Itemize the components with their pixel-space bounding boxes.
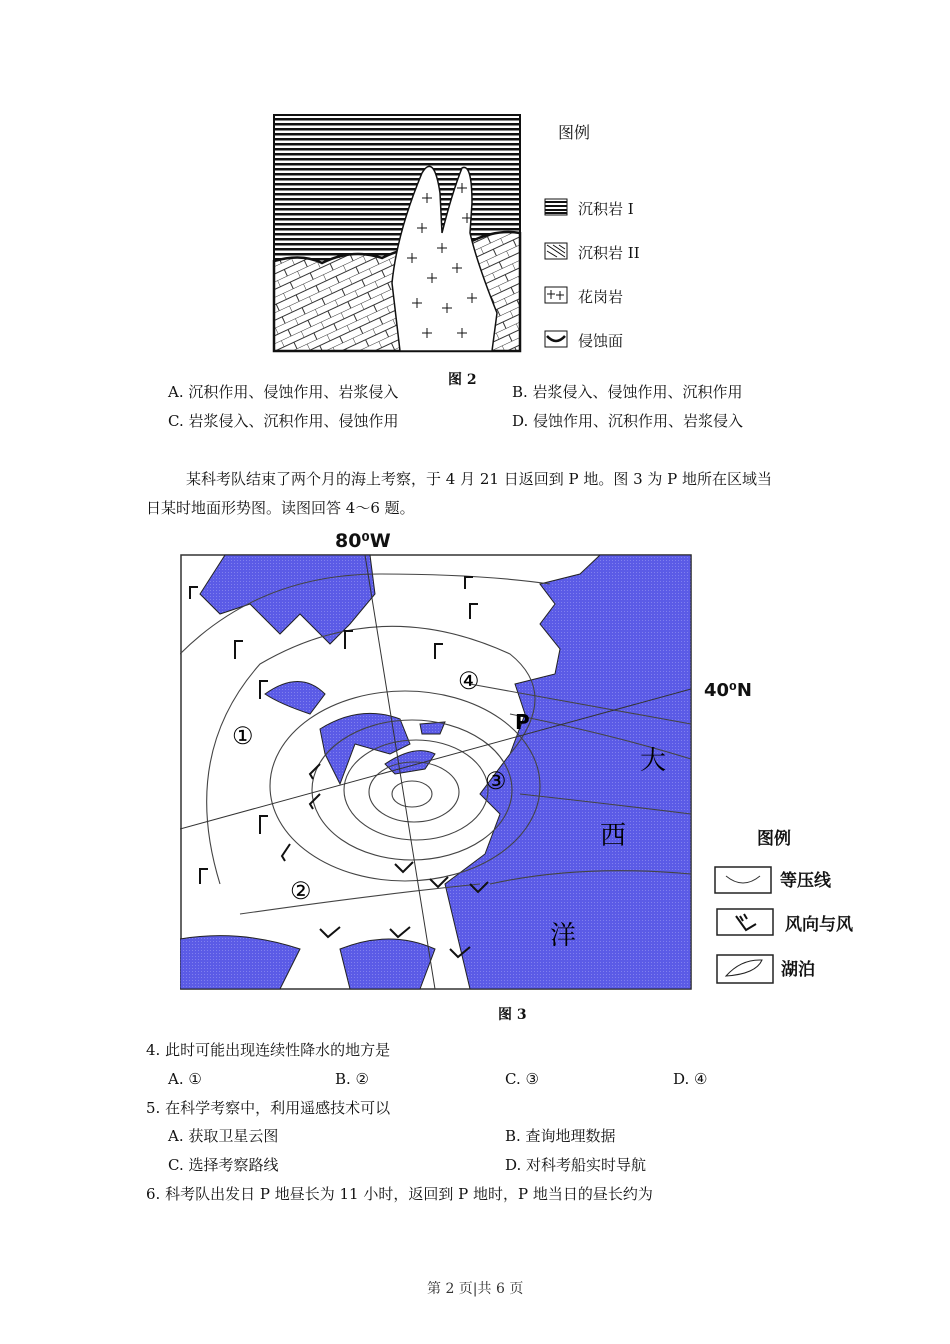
point-p-label: P bbox=[515, 710, 530, 734]
ocean-char: 大 bbox=[640, 746, 667, 776]
question-4-option-b: B. ② bbox=[335, 1070, 370, 1088]
legend-label: 等压线 bbox=[780, 871, 831, 891]
legend-label: 侵蚀面 bbox=[578, 332, 624, 350]
option-a: A. 沉积作用、侵蚀作用、岩浆侵入 bbox=[168, 383, 399, 401]
intro-line-2: 日某时地面形势图。读图回答 4～6 题。 bbox=[146, 499, 415, 517]
legend-label: 花岗岩 bbox=[578, 288, 624, 306]
lake bbox=[180, 936, 300, 989]
figure-2-rock-diagram bbox=[272, 113, 524, 355]
figure-3-caption: 图 3 bbox=[498, 1007, 527, 1023]
legend-label: 沉积岩 II bbox=[578, 244, 640, 262]
question-4-stem: 4. 此时可能出现连续性降水的地方是 bbox=[146, 1041, 391, 1059]
meridian-label: 80⁰W bbox=[335, 530, 391, 552]
legend-erosion-surface-icon bbox=[544, 330, 568, 348]
figure-2-legend-title: 图例 bbox=[558, 123, 591, 142]
ocean-char: 洋 bbox=[550, 921, 577, 951]
question-5-option-a: A. 获取卫星云图 bbox=[168, 1127, 279, 1145]
question-4-option-d: D. ④ bbox=[673, 1070, 708, 1088]
legend-sedimentary-1-icon bbox=[544, 198, 568, 216]
question-5-option-d: D. 对科考船实时导航 bbox=[505, 1156, 647, 1174]
marker-3: ③ bbox=[485, 767, 507, 795]
legend-label: 沉积岩 I bbox=[578, 200, 634, 218]
figure-3-legend-title: 图例 bbox=[757, 829, 791, 849]
question-4-option-a: A. ① bbox=[168, 1070, 202, 1088]
marker-4: ④ bbox=[458, 667, 480, 695]
legend-label: 风向与风 bbox=[785, 915, 853, 935]
legend-wind-icon bbox=[716, 908, 774, 936]
figure-2-caption: 图 2 bbox=[448, 372, 477, 388]
intro-line-1: 某科考队结束了两个月的海上考察，于 4 月 21 日返回到 P 地。图 3 为 P 地所在区域当 bbox=[186, 470, 773, 488]
lake bbox=[420, 722, 445, 734]
marker-2: ② bbox=[290, 877, 312, 905]
legend-label: 湖泊 bbox=[781, 960, 815, 980]
question-6-stem: 6. 科考队出发日 P 地昼长为 11 小时，返回到 P 地时，P 地当日的昼长约为 bbox=[146, 1185, 653, 1203]
parallel-label: 40⁰N bbox=[704, 680, 752, 701]
option-c: C. 岩浆侵入、沉积作用、侵蚀作用 bbox=[168, 412, 399, 430]
legend-isobar-icon bbox=[714, 866, 772, 894]
legend-granite-icon bbox=[544, 286, 568, 304]
marker-1: ① bbox=[232, 722, 254, 750]
question-5-option-c: C. 选择考察路线 bbox=[168, 1156, 279, 1174]
option-b: B. 岩浆侵入、侵蚀作用、沉积作用 bbox=[512, 383, 743, 401]
question-4-option-c: C. ③ bbox=[505, 1070, 539, 1088]
legend-sedimentary-2-icon bbox=[544, 242, 568, 260]
question-5-option-b: B. 查询地理数据 bbox=[505, 1127, 616, 1145]
page-footer: 第 2 页|共 6 页 bbox=[427, 1281, 524, 1297]
question-5-stem: 5. 在科学考察中，利用遥感技术可以 bbox=[146, 1099, 391, 1117]
lake bbox=[340, 939, 435, 989]
figure-3-weather-map bbox=[180, 554, 692, 990]
legend-lake-icon bbox=[716, 954, 774, 984]
ocean-char: 西 bbox=[600, 821, 627, 851]
option-d: D. 侵蚀作用、沉积作用、岩浆侵入 bbox=[512, 412, 744, 430]
